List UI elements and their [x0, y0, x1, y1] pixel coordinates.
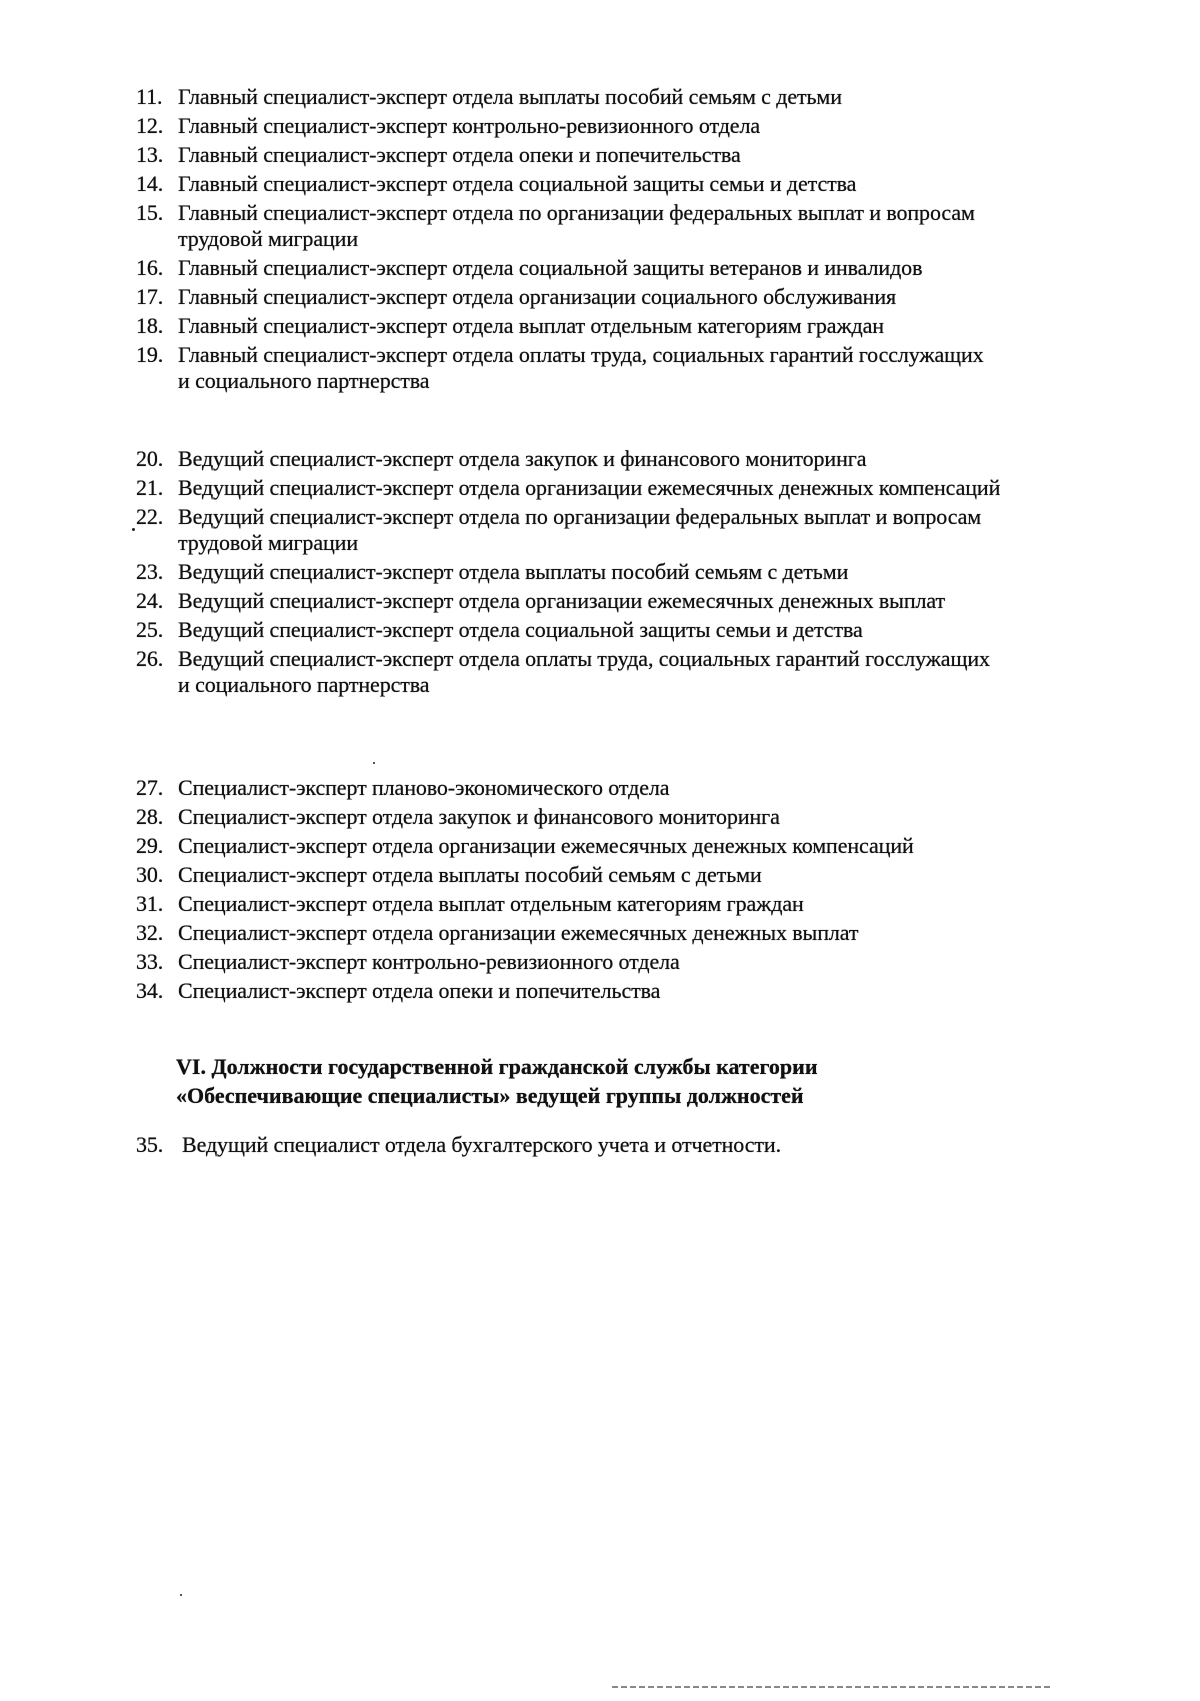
item-text: Главный специалист-эксперт отдела опеки и попечительства [178, 142, 741, 167]
item-text: Ведущий специалист-эксперт отдела по организации федеральных выплат и вопросам трудовой миграции [178, 504, 982, 555]
list-item [136, 978, 1096, 1004]
item-number: 23. [136, 559, 164, 584]
list-item [136, 617, 1096, 643]
item-number: 33. [136, 949, 164, 974]
list-item [136, 559, 1096, 585]
item-number: 29. [136, 833, 164, 858]
list-item [136, 284, 1096, 310]
item-text: Специалист-эксперт отдела выплаты пособий семьям с детьми [178, 862, 762, 887]
section-heading [176, 1052, 1076, 1110]
list-item [136, 920, 1096, 946]
leading-specialists-list [136, 446, 1096, 701]
item-number: 17. [136, 284, 164, 309]
item-text: Главный специалист-эксперт отдела организации социального обслуживания [178, 284, 897, 309]
item-text: Ведущий специалист-эксперт отдела организации ежемесячных денежных компенсаций [178, 475, 1001, 500]
item-text: Специалист-эксперт контрольно-ревизионного отдела [178, 949, 680, 974]
list-item [136, 171, 1096, 197]
item-number: 15. [136, 200, 164, 225]
item-text: Ведущий специалист-эксперт отдела оплаты труда, социальных гарантий госслужащих и социального партнерства [178, 646, 990, 697]
list-item [136, 775, 1096, 801]
list-item [136, 833, 1096, 859]
item-number: 12. [136, 113, 164, 138]
scan-speck [180, 1594, 182, 1596]
section-heading-line-2: «Обеспечивающие специалисты» ведущей группы должностей [176, 1083, 804, 1108]
item-text: Специалист-эксперт отдела опеки и попечительства [178, 978, 661, 1003]
item-number: 31. [136, 891, 164, 916]
item-text: Главный специалист-эксперт отдела социальной защиты семьи и детства [178, 171, 857, 196]
item-number: 30. [136, 862, 164, 887]
list-item [136, 142, 1096, 168]
item-text: Главный специалист-эксперт отдела выплаты пособий семьям с детьми [178, 84, 842, 109]
item-number: 32. [136, 920, 164, 945]
list-item [136, 84, 1096, 110]
item-text: Специалист-эксперт отдела выплат отдельным категориям граждан [178, 891, 804, 916]
item-text: Ведущий специалист-эксперт отдела организации ежемесячных денежных выплат [178, 588, 946, 613]
specialists-list [136, 775, 1096, 1007]
section-heading-line-1: VI. Должности государственной гражданской службы категории [176, 1054, 818, 1079]
item-number: 16. [136, 255, 164, 280]
item-number: 34. [136, 978, 164, 1003]
item-text: Ведущий специалист-эксперт отдела выплаты пособий семьям с детьми [178, 559, 849, 584]
item-number: 27. [136, 775, 164, 800]
item-text: Главный специалист-эксперт отдела выплат отдельным категориям граждан [178, 313, 884, 338]
list-item [136, 1132, 1096, 1158]
item-text: Специалист-эксперт планово-экономического отдела [178, 775, 670, 800]
item-text: Специалист-эксперт отдела организации ежемесячных денежных выплат [178, 920, 859, 945]
scan-speck [132, 528, 135, 531]
item-text: Ведущий специалист отдела бухгалтерского учета и отчетности. [182, 1132, 782, 1157]
item-text: Главный специалист-эксперт отдела социальной защиты ветеранов и инвалидов [178, 255, 923, 280]
item-number: 24. [136, 588, 164, 613]
item-text: Главный специалист-эксперт отдела по организации федеральных выплат и вопросам трудовой миграции [178, 200, 975, 251]
item-number: 25. [136, 617, 164, 642]
list-item [136, 475, 1028, 501]
list-item [136, 446, 1096, 472]
item-number: 20. [136, 446, 164, 471]
item-number: 22. [136, 504, 164, 529]
list-item [136, 804, 1096, 830]
item-number: 19. [136, 342, 164, 367]
bottom-scan-rule [612, 1686, 1052, 1688]
item-number: 26. [136, 646, 164, 671]
item-text: Специалист-эксперт отдела организации ежемесячных денежных компенсаций [178, 833, 914, 858]
item-number: 28. [136, 804, 164, 829]
list-item [136, 313, 1096, 339]
item-number: 18. [136, 313, 164, 338]
list-item [136, 862, 1096, 888]
list-item [136, 891, 1096, 917]
list-item [136, 255, 1096, 281]
item-text: Ведущий специалист-эксперт отдела социальной защиты семьи и детства [178, 617, 863, 642]
item-text: Ведущий специалист-эксперт отдела закупок и финансового мониторинга [178, 446, 867, 471]
list-item [136, 113, 1096, 139]
list-item [136, 646, 998, 698]
list-item [136, 342, 998, 394]
item-number: 21. [136, 475, 164, 500]
list-item [136, 949, 1096, 975]
item-number: 13. [136, 142, 164, 167]
item-text: Специалист-эксперт отдела закупок и финансового мониторинга [178, 804, 780, 829]
chief-specialists-list [136, 84, 1096, 397]
supporting-specialists-list [136, 1132, 1096, 1161]
item-text: Главный специалист-эксперт контрольно-ревизионного отдела [178, 113, 760, 138]
item-text: Главный специалист-эксперт отдела оплаты труда, социальных гарантий госслужащих и социального партнерства [178, 342, 984, 393]
list-item [136, 200, 1028, 252]
list-item [136, 588, 1096, 614]
item-number: 14. [136, 171, 164, 196]
scan-speck [373, 762, 375, 764]
item-number: 11. [136, 84, 163, 109]
list-item [136, 504, 1038, 556]
item-number: 35. [136, 1132, 164, 1157]
